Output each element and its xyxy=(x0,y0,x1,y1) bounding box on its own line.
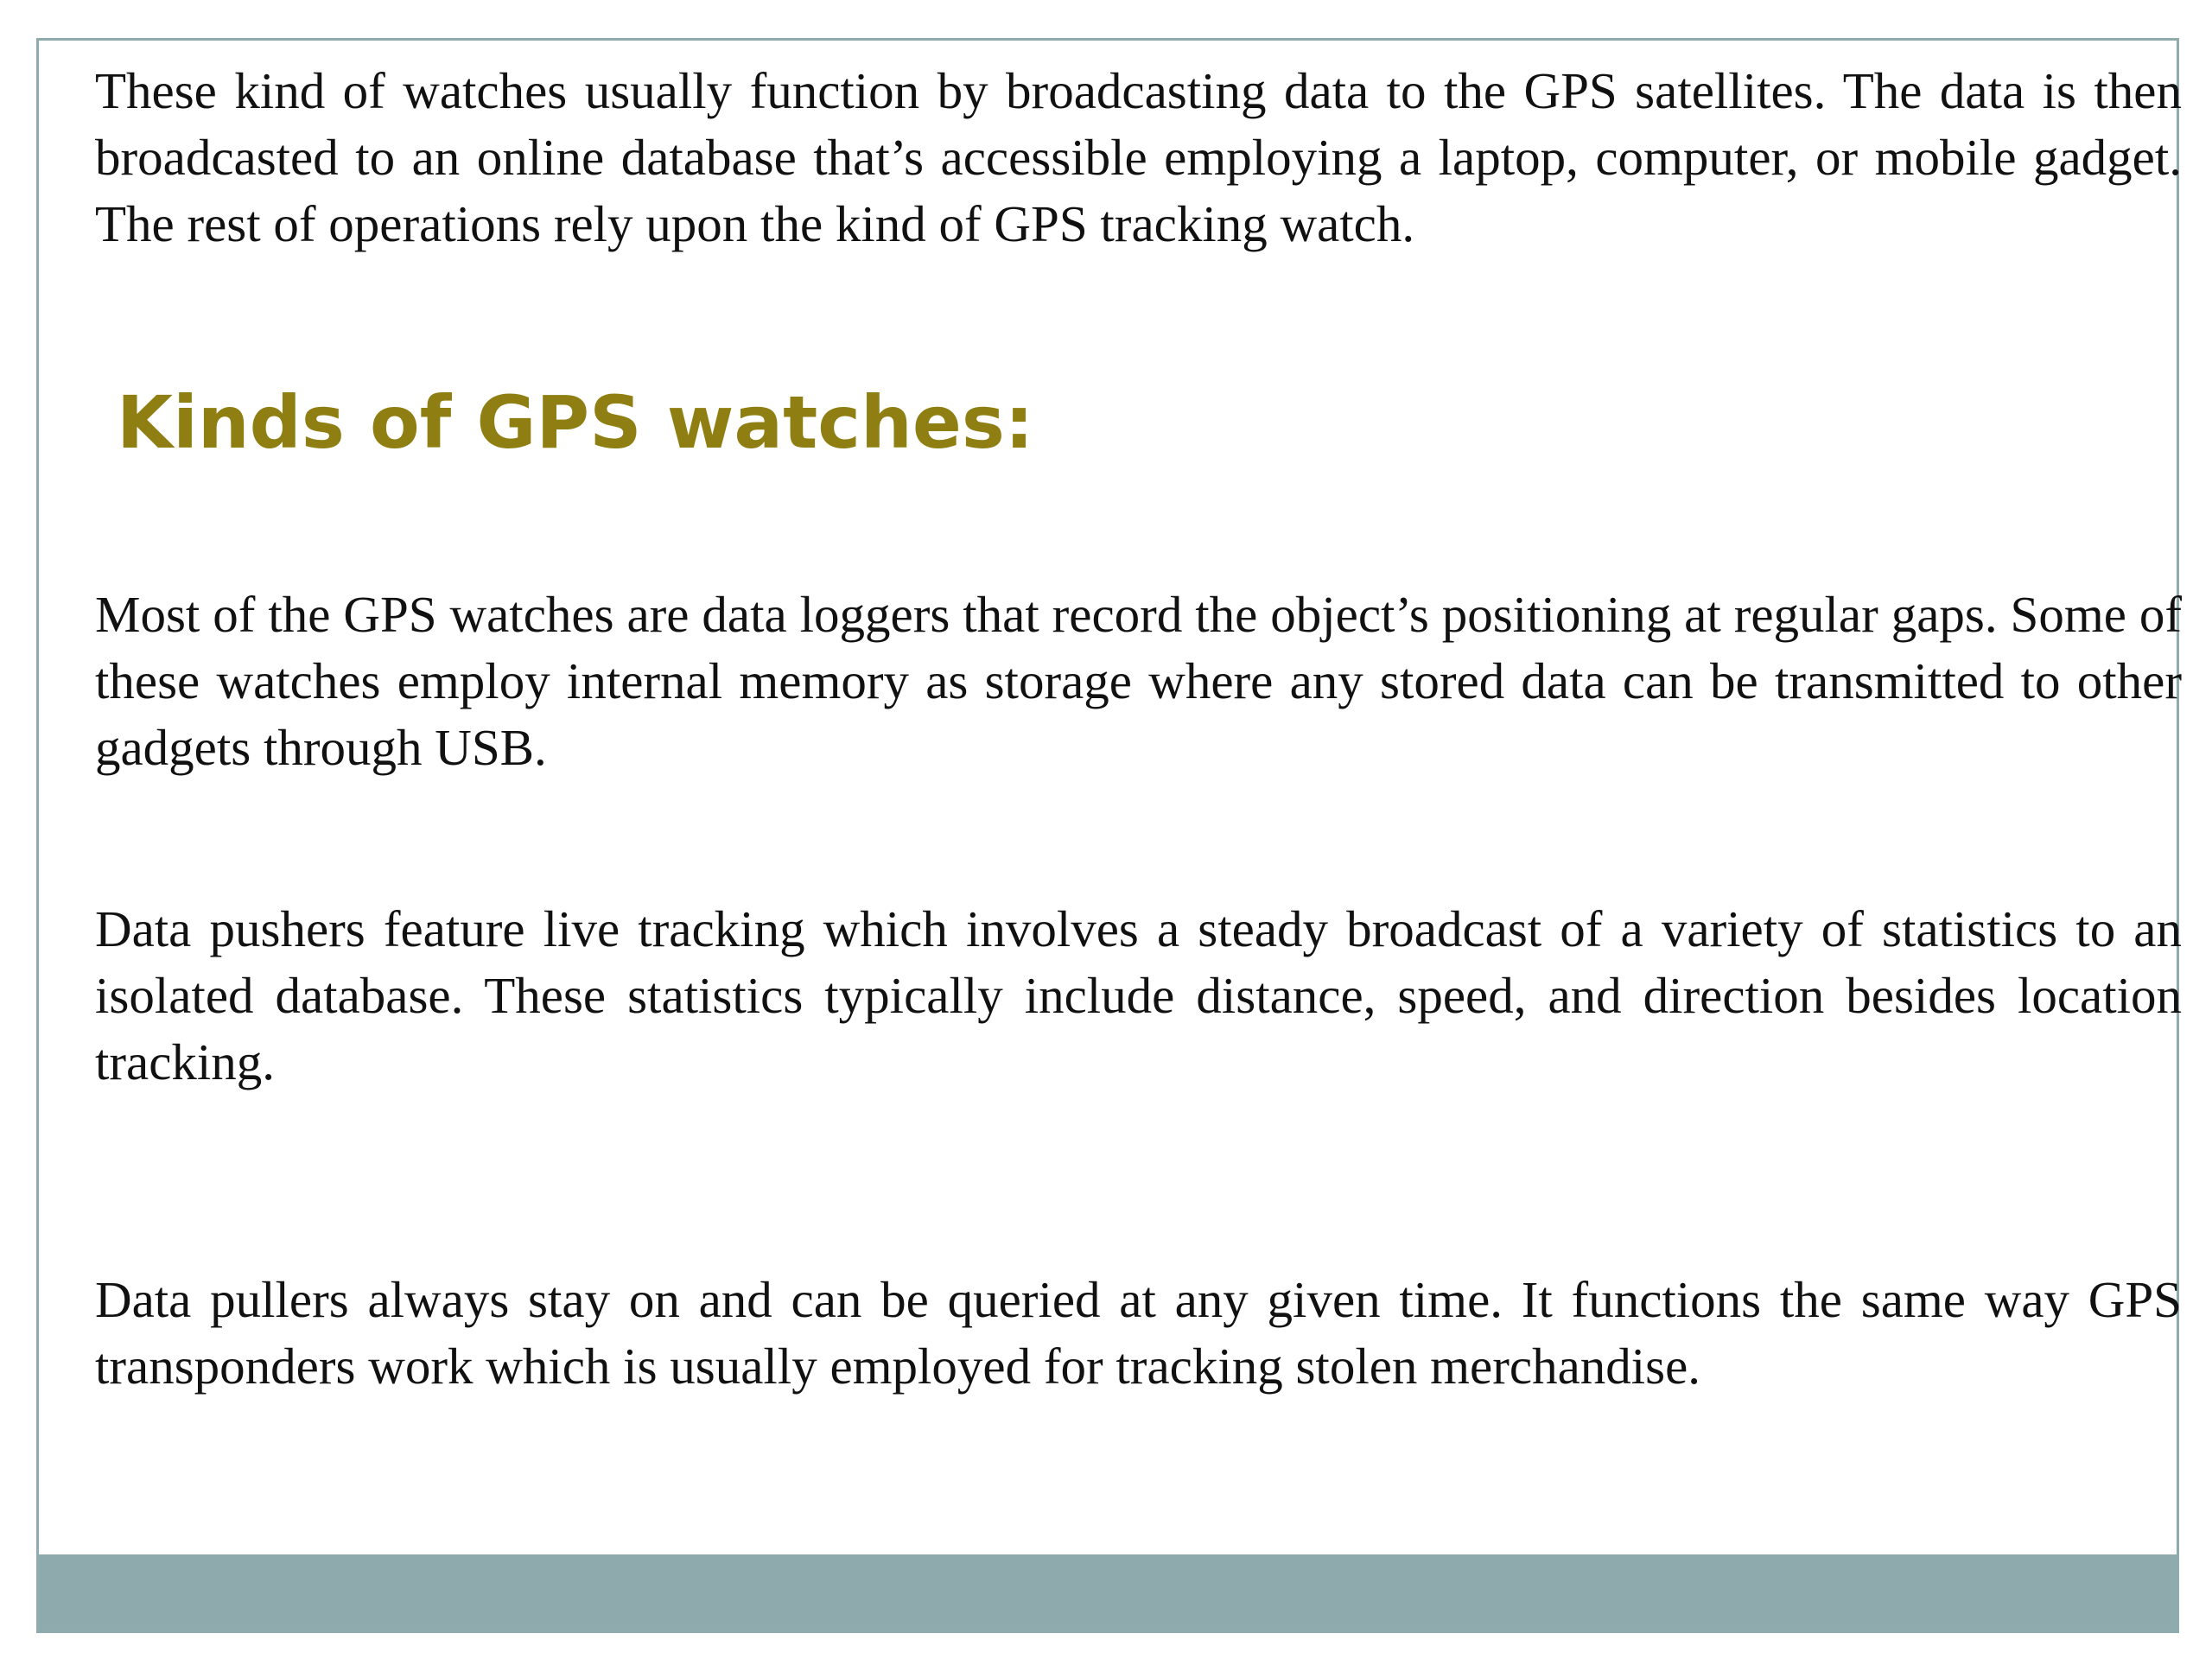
section-heading: Kinds of GPS watches: xyxy=(117,380,1034,465)
intro-paragraph: These kind of watches usually function by broadcasting data to the GPS satellites. The data is then broadcasted to an online database that’s accessible employing a laptop, computer, or mobile gadget. The rest of operations rely upon the kind of GPS tracking watch. xyxy=(95,62,2182,252)
data-pullers-paragraph: Data pullers always stay on and can be queried at any given time. It functions the same way GPS transponders work which is usually employed for tracking stolen merchandise. xyxy=(95,1271,2182,1395)
data-loggers-paragraph: Most of the GPS watches are data loggers that record the object’s positioning at regular gaps. Some of these watches employ internal memory as storage where any stored data can be transmitted to other gadgets through USB. xyxy=(95,586,2182,776)
data-pushers-paragraph: Data pushers feature live tracking which involves a steady broadcast of a variety of statistics to an isolated database. These statistics typically include distance, speed, and direction besides location tracking. xyxy=(95,900,2182,1090)
slide xyxy=(36,38,2182,1633)
footer-band xyxy=(39,1554,2177,1630)
